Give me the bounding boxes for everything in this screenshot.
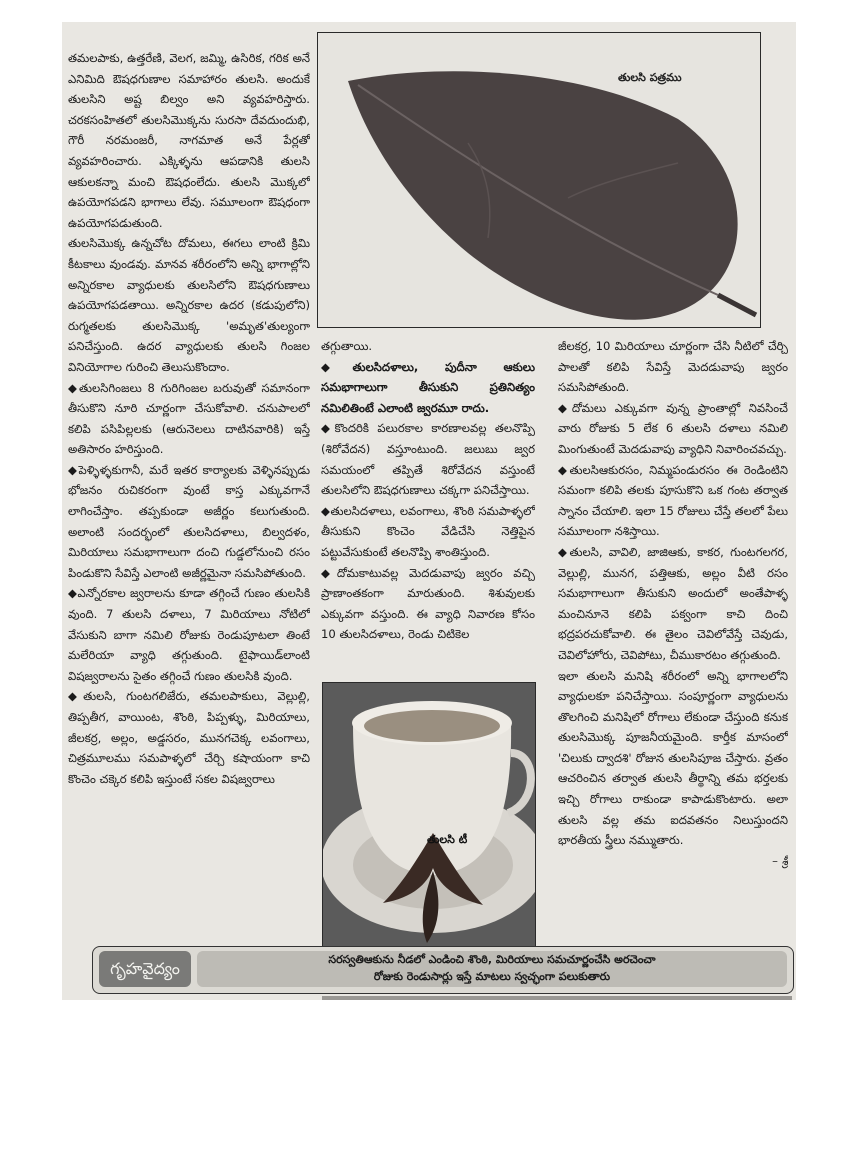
tulsi-tea-photo bbox=[322, 682, 536, 950]
tea-caption: తులసి టీ bbox=[427, 833, 468, 846]
leaf-illustration bbox=[318, 33, 760, 327]
paragraph: ఇలా తులసి మనిషి శరీరంలో అన్ని భాగాలలోని వ్యాధులకూ పనిచేస్తాయి. సంపూర్ణంగా వ్యాధులను తొలగించి మనిషిలో రోగాలు లేకుండా చేస్తుంది కనుక తులసిమొక్క పూజనీయమైంది. కార్తీక మాసంలో 'చిలుకు ద్వాదశి' రోజున తులసిపూజ చేస్తారు. వ్రతం ఆచరించిన తర్వాత తులసి తీర్థాన్ని తమ భర్తలకు ఇచ్చి రోగాలు రాకుండా కాపాడుకొంటారు. అలా తులసి వల్ల తమ ఐదవతనం నిలుస్తుందని భారతీయ స్త్రీలు నమ్ముతారు. bbox=[558, 668, 788, 848]
newspaper-page bbox=[62, 22, 796, 1000]
home-remedy-label: గృహవైద్యం bbox=[99, 951, 191, 987]
paragraph: తులసిమొక్క ఉన్నచోట దోమలు, ఈగలు లాంటి క్రిమి కీటకాలు వుండవు. మానవ శరీరంలోని అన్ని భాగాల్లోని అన్నిరకాల వ్యాధులకు తులసిలోని ఔషధగుణాలు ఉపయోగపడతాయి. అన్నిరకాల ఉదర (కడుపులోని) రుగ్మతలకు తులసిమొక్క 'అమృత'తుల్యంగా పనిచేస్తుంది. ఉదర వ్యాధులకు తులసి గింజల వినియోగాల గురించి తెలుసుకొందాం. bbox=[68, 236, 310, 374]
paragraph: ◆దోమలు ఎక్కువగా వున్న ప్రాంతాల్లో నివసించే వారు రోజుకు 5 లేక 6 తులసి దళాలు నమిలి మింగుతుంటే మెదడువాపు వ్యాధిని నివారించవచ్చు. bbox=[558, 400, 788, 456]
paragraph: ◆తులసిగింజలు 8 గురిగింజల బరువుతో సమానంగా తీసుకొని నూరి చూర్ణంగా చేసుకోవాలి. చనుపాలలో కలిపి పసిపిల్లలకు (ఆరునెలలు దాటినవారికి) ఇస్తే అతిసారం హరిస్తుంది. bbox=[68, 380, 310, 457]
paragraph: ◆తులసి, వావిలి, జాజిఆకు, కాకర, గుంటగలగర, వెల్లుల్లి, మునగ, పత్తిఆకు, అల్లం వీటి రసం సమభాగాలుగా తీసుకుని అందులో అంతేపాళ్ళ మంచినూనె కలిపి పక్వంగా కాచి దించి భద్రపరచుకోవాలి. ఈ తైలం చెవిలోవేస్తే చెవుడు, చెవిలోహోరు, చెవిపోటు, చీముకారటం తగ్గుతుంది. bbox=[558, 544, 788, 662]
tea-cup-illustration bbox=[323, 683, 535, 949]
home-remedy-line-1: సరస్వతిఆకును నీడలో ఎండించి శొంఠి, మిరియాలు సమచూర్ణంచేసి అరచెంచా bbox=[328, 953, 656, 966]
leaf-caption: తులసి పత్రము bbox=[618, 71, 682, 84]
article-column-2 bbox=[321, 336, 535, 676]
paragraph: ◆తులసిఆకురసం, నిమ్మపండురసం ఈ రెండింటిని సమంగా కలిపి తలకు పూసుకొని ఒక గంట తర్వాత స్నానం చేయాలి. ఇలా 15 రోజులు చేస్తే తలలో పేలు సమూలంగా నశిస్తాయి. bbox=[558, 462, 788, 539]
page-bottom-rule bbox=[322, 996, 792, 1000]
paragraph: ◆తులసి, గుంటగలిజేరు, తమలపాకులు, వెల్లుల్లి, తిప్పతీగ, వాయింట, శొంఠి, పిప్పళ్ళు, మిరియాలు, జీలకర్ర, అల్లం, అడ్డసరం, మునగచెక్క లవంగాలు, చిత్రమూలము సమపాళ్ళలో చేర్చి కషాయంగా కాచి కొంచెం చక్కెర కలిపి ఇస్తుంటే సకల విషజ్వరాలు bbox=[68, 689, 310, 786]
tulsi-leaf-photo bbox=[317, 32, 761, 328]
home-remedy-line-2: రోజుకు రెండుసార్లు ఇస్తే మాటలు స్వచ్ఛంగా పలుకుతారు bbox=[373, 970, 611, 983]
article-column-3 bbox=[558, 336, 788, 936]
paragraph: తగ్గుతాయి. bbox=[321, 339, 373, 353]
paragraph: తమలపాకు, ఉత్తరేణి, వెలగ, జమ్మి, ఉసిరిక, గరిక అనే ఎనిమిది ఔషధగుణాల సమాహారం తులసి. అందుకే తులసిని అష్ట బిల్వం అని వ్యవహరిస్తారు. చరకసంహితలో తులసిమొక్కను సురసా దేవదుందుభి, గౌరీ నరమంజరీ, నాగమాత అనే పేర్లతో వ్యవహరించారు. ఎక్కిళ్ళను ఆపడానికి తులసి ఆకులకన్నా మంచి ఔషధంలేదు. తులసి మొక్కలో ఉపయోగపడని భాగాలు లేవు. సమూలంగా ఔషధంగా ఉపయోగపడుతుంది. bbox=[68, 51, 310, 230]
article-column-1 bbox=[68, 48, 310, 958]
paragraph: జీలకర్ర, 10 మిరియాలు చూర్ణంగా చేసి నీటిలో చేర్చి పాలతో కలిపి సేవిస్తే మెదడువాపు జ్వరం సమసిపోతుంది. bbox=[558, 339, 788, 395]
home-remedy-text bbox=[197, 951, 787, 987]
paragraph: ◆తులసిదళాలు, లవంగాలు, శొంఠి సమపాళ్ళలో తీసుకుని కొంచెం వేడిచేసి నెత్తిపైన పట్టువేసుకుంటే తలనొప్పి శాంతిస్తుంది. bbox=[321, 503, 535, 559]
paragraph: ◆ఎన్నోరకాల జ్వరాలను కూడా తగ్గించే గుణం తులసికి వుంది. 7 తులసి దళాలు, 7 మిరియాలు నోటిలో వేసుకుని బాగా నమిలి రోజుకు రెండుపూటలా తింటే మలేరియా వ్యాధి తగ్గుతుంది. టైఫాయిడ్‌లాంటి విషజ్వరాలను సైతం తగ్గించే గుణం తులసికి వుంది. bbox=[68, 586, 310, 683]
paragraph: ◆కొందరికి పలురకాల కారణాలవల్ల తలనొప్పి (శిరోవేదన) వస్తూంటుంది. జలుబు జ్వర సమయంలో తప్పితే శిరోవేదన వస్తుంటే తులసిలోని ఔషధగుణాలు చక్కగా పనిచేస్తాయి. bbox=[321, 421, 535, 498]
signature: – శ్రీ bbox=[772, 853, 788, 868]
paragraph: ◆దోమకాటువల్ల మెదడువాపు జ్వరం వచ్చి ప్రాణాంతకంగా మారుతుంది. శిశువులకు ఎక్కువగా వస్తుంది. ఈ వ్యాధి నివారణ కోసం 10 తులసిదళాలు, రెండు చిటికెల bbox=[321, 565, 535, 642]
paragraph: ◆పెళ్ళిళ్ళకుగానీ, మరే ఇతర కార్యాలకు వెళ్ళినప్పుడు భోజనం రుచికరంగా వుంటే కాస్త ఎక్కువగానే లాగించేస్తాం. తప్పకుండా అజీర్ణం కలుగుతుంది. అలాంటి సందర్భంలో తులసిదళాలు, బిల్వదళం, మిరియాలు సమభాగాలుగా దంచి గుడ్డలోనుంచి రసం పిండుకొని సేవిస్తే ఎలాంటి అజీర్ణమైనా సమసిపోతుంది. bbox=[68, 462, 310, 580]
paragraph: ◆తులసిదళాలు, పుదీనా ఆకులు సమభాగాలుగా తీసుకుని ప్రతినిత్యం నమిలితింటే ఎలాంటి జ్వరమూ రాదు. bbox=[321, 359, 535, 415]
home-remedy-box bbox=[92, 946, 794, 994]
